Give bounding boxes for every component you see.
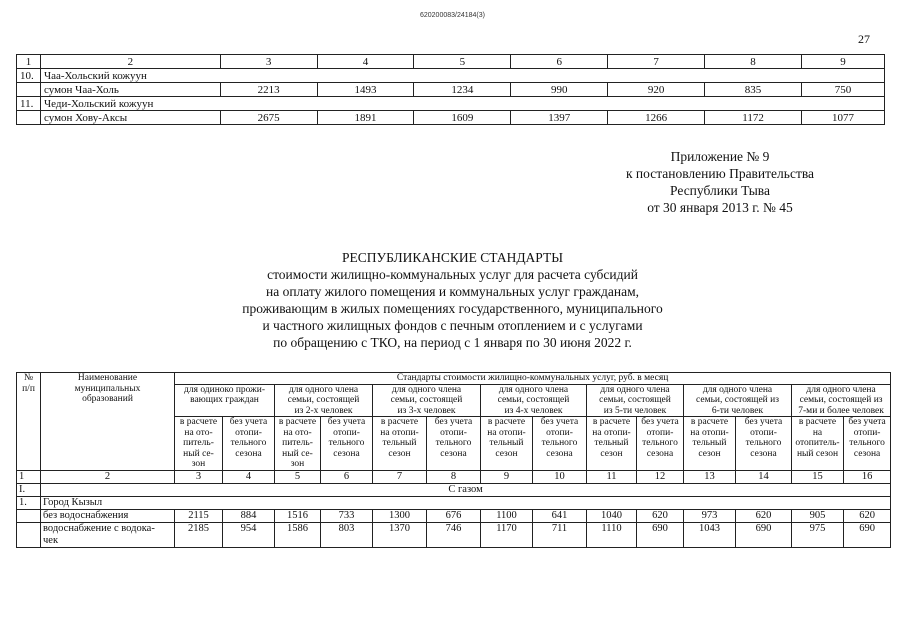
- section-number: I.: [17, 483, 41, 496]
- document-title: [0, 249, 905, 351]
- value-cell: 1397: [511, 111, 608, 125]
- title-line: и частного жилищных фондов с печным отоплением и с услугами: [262, 318, 643, 333]
- value-cell: 676: [427, 509, 481, 522]
- col-number: 2: [41, 470, 175, 483]
- col-number: 12: [637, 470, 684, 483]
- value-cell: 884: [223, 509, 275, 522]
- col-number: 5: [275, 470, 321, 483]
- value-cell: 803: [321, 522, 373, 547]
- col-number: 15: [792, 470, 844, 483]
- value-cell: 733: [321, 509, 373, 522]
- value-cell: 1516: [275, 509, 321, 522]
- value-cell: 1234: [414, 83, 511, 97]
- subheader-cell: без учета отопи- тельного сезона: [533, 417, 587, 471]
- subheader-cell: в расчете на ото- питель- ный се- зон: [175, 417, 223, 471]
- settlement-name: сумон Чаа-Холь: [40, 83, 220, 97]
- subheader-cell: в расчете на отопи- тельный сезон: [587, 417, 637, 471]
- subheader-cell: в расчете на отопи- тельный сезон: [481, 417, 533, 471]
- group-header: для одиноко прожи- вающих граждан: [175, 384, 275, 417]
- value-cell: 2185: [175, 522, 223, 547]
- appendix-line: Республики Тыва: [670, 183, 770, 198]
- table-row: [17, 97, 885, 111]
- value-cell: 2213: [220, 83, 317, 97]
- value-cell: 620: [844, 509, 891, 522]
- row-number: 1.: [17, 496, 41, 509]
- page-number: 27: [858, 32, 870, 46]
- city-name: Город Кызыл: [41, 496, 891, 509]
- col-number: 3: [175, 470, 223, 483]
- section-label: С газом: [41, 483, 891, 496]
- value-cell: 1266: [608, 111, 705, 125]
- col-number: 6: [511, 55, 608, 69]
- value-cell: 954: [223, 522, 275, 547]
- subheader-cell: без учета отопи- тельного сезона: [637, 417, 684, 471]
- table-row: [17, 69, 885, 83]
- col-number: 4: [223, 470, 275, 483]
- subheader-cell: в расчете на ото- питель- ный се- зон: [275, 417, 321, 471]
- value-cell: 750: [801, 83, 884, 97]
- col-number: 16: [844, 470, 891, 483]
- col-number: 5: [414, 55, 511, 69]
- table-row: [17, 509, 891, 522]
- title-line: стоимости жилищно-коммунальных услуг для расчета субсидий: [267, 267, 638, 282]
- row-name: водоснабжение с водока- чек: [41, 522, 175, 547]
- value-cell: 1172: [705, 111, 802, 125]
- value-cell: 1300: [373, 509, 427, 522]
- value-cell: 1170: [481, 522, 533, 547]
- value-cell: 835: [705, 83, 802, 97]
- row-number: 10.: [17, 69, 41, 83]
- col-number: 9: [481, 470, 533, 483]
- value-cell: 641: [533, 509, 587, 522]
- section-row: [17, 483, 891, 496]
- value-cell: 920: [608, 83, 705, 97]
- num-header: № п/п: [17, 373, 41, 471]
- value-cell: 975: [792, 522, 844, 547]
- col-number: 7: [373, 470, 427, 483]
- value-cell: 1077: [801, 111, 884, 125]
- col-number: 7: [608, 55, 705, 69]
- col-number: 14: [736, 470, 792, 483]
- city-row: [17, 496, 891, 509]
- column-number-row: [17, 55, 885, 69]
- column-number-row: [17, 470, 891, 483]
- col-number: 6: [321, 470, 373, 483]
- group-header: для одного члена семьи, состоящей из 4-х человек: [481, 384, 587, 417]
- value-cell: 973: [684, 509, 736, 522]
- title-line: по обращению с ТКО, на период с 1 января по 30 июня 2022 г.: [273, 335, 632, 350]
- subheader-cell: без учета отопи- тельного сезона: [736, 417, 792, 471]
- col-number: 11: [587, 470, 637, 483]
- standards-table: [16, 372, 891, 548]
- value-cell: 1586: [275, 522, 321, 547]
- row-number: 11.: [17, 97, 41, 111]
- col-number: 3: [220, 55, 317, 69]
- district-name: Чаа-Хольский кожуун: [40, 69, 884, 83]
- value-cell: 1040: [587, 509, 637, 522]
- table-row: [17, 83, 885, 97]
- value-cell: 1370: [373, 522, 427, 547]
- value-cell: 711: [533, 522, 587, 547]
- value-cell: 690: [844, 522, 891, 547]
- continuation-table: [16, 54, 885, 125]
- subheader-cell: без учета отопи- тельного сезона: [844, 417, 891, 471]
- table-row: [17, 522, 891, 547]
- title-heading: РЕСПУБЛИКАНСКИЕ СТАНДАРТЫ: [342, 250, 563, 265]
- col-number: 9: [801, 55, 884, 69]
- value-cell: 746: [427, 522, 481, 547]
- subheader-cell: без учета отопи- тельного сезона: [223, 417, 275, 471]
- col-number: 10: [533, 470, 587, 483]
- appendix-line: Приложение № 9: [670, 149, 770, 164]
- header-row: [17, 373, 891, 385]
- col-number: 8: [427, 470, 481, 483]
- subheader-cell: в расчете на отопитель- ный сезон: [792, 417, 844, 471]
- value-cell: 620: [637, 509, 684, 522]
- value-cell: 690: [637, 522, 684, 547]
- appendix-line: от 30 января 2013 г. № 45: [647, 200, 793, 215]
- standards-header: Стандарты стоимости жилищно-коммунальных услуг, руб. в месяц: [175, 373, 891, 385]
- value-cell: 620: [736, 509, 792, 522]
- subheader-cell: без учета отопи- тельного сезона: [427, 417, 481, 471]
- value-cell: 1891: [317, 111, 414, 125]
- col-number: 13: [684, 470, 736, 483]
- district-name: Чеди-Хольский кожуун: [40, 97, 884, 111]
- value-cell: 1609: [414, 111, 511, 125]
- appendix-line: к постановлению Правительства: [625, 166, 815, 181]
- subheader-cell: в расчете на отопи- тельный сезон: [373, 417, 427, 471]
- value-cell: 2675: [220, 111, 317, 125]
- value-cell: 1043: [684, 522, 736, 547]
- col-number: 8: [705, 55, 802, 69]
- document-id: 620200083/24184(3): [419, 12, 485, 19]
- group-header: для одного члена семьи, состоящей из 7-ми и более человек: [792, 384, 891, 417]
- value-cell: 690: [736, 522, 792, 547]
- col-number: 1: [17, 55, 41, 69]
- value-cell: 1110: [587, 522, 637, 547]
- settlement-name: сумон Хову-Аксы: [40, 111, 220, 125]
- value-cell: 990: [511, 83, 608, 97]
- table-row: [17, 111, 885, 125]
- title-line: проживающим в жилых помещениях государственного, муниципального: [242, 301, 663, 316]
- value-cell: 1100: [481, 509, 533, 522]
- value-cell: 905: [792, 509, 844, 522]
- group-header: для одного члена семьи, состоящей из 5-ти человек: [587, 384, 684, 417]
- name-header: Наименование муниципальных образований: [41, 373, 175, 471]
- appendix-note: [560, 148, 880, 216]
- group-header: для одного члена семьи, состоящей из 3-х человек: [373, 384, 481, 417]
- value-cell: 1493: [317, 83, 414, 97]
- title-line: на оплату жилого помещения и коммунальных услуг гражданам,: [265, 284, 640, 299]
- subheader-cell: в расчете на отопи- тельный сезон: [684, 417, 736, 471]
- row-name: без водоснабжения: [41, 509, 175, 522]
- col-number: 2: [40, 55, 220, 69]
- col-number: 4: [317, 55, 414, 69]
- col-number: 1: [17, 470, 41, 483]
- group-header: для одного члена семьи, состоящей из 6-ти человек: [684, 384, 792, 417]
- subheader-cell: без учета отопи- тельного сезона: [321, 417, 373, 471]
- value-cell: 2115: [175, 509, 223, 522]
- group-header: для одного члена семьи, состоящей из 2-х человек: [275, 384, 373, 417]
